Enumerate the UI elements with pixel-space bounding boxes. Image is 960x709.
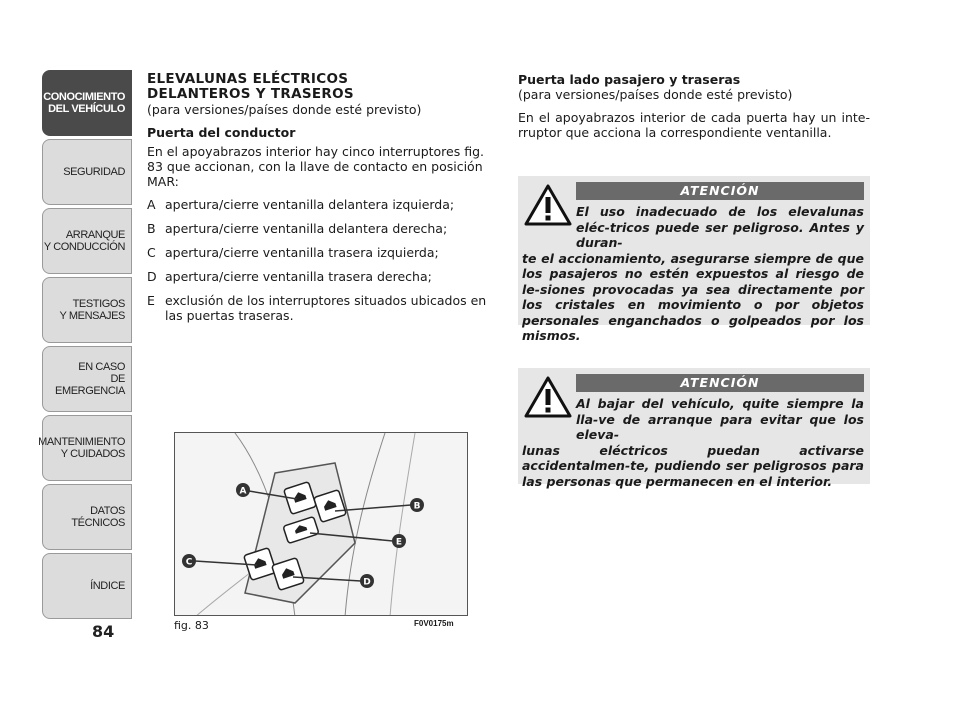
tab-emergencia[interactable]: EN CASO DE EMERGENCIA (42, 346, 132, 412)
warning-triangle-icon (524, 376, 572, 418)
section-subtitle: (para versiones/países donde esté previsto) (147, 102, 422, 117)
warning-text-rest: te el accionamiento, asegurarse siempre de que los pasajeros no estén expuestos al riesgo de le-siones provocadas ya sea directamente por los cristales en movimiento o por objetos personales enganchados o golpeados por los mismos. (522, 250, 864, 343)
tab-testigos[interactable]: TESTIGOS Y MENSAJES (42, 277, 132, 343)
tab-conocimiento[interactable]: CONOCIMIENTO DEL VEHÍCULO (42, 70, 132, 136)
passenger-paragraph: En el apoyabrazos interior de cada puerta hay un inte-rruptor que acciona la correspondiente ventanilla. (518, 110, 870, 140)
warning-header: ATENCIÓN (576, 374, 864, 392)
callout-e (392, 534, 406, 548)
left-column (147, 72, 499, 332)
item-letter: D (147, 269, 157, 284)
callout-label: D (363, 577, 371, 588)
callout-d (360, 574, 374, 588)
figure-code: F0V0175m (414, 619, 454, 628)
passenger-subtitle: (para versiones/países donde esté previsto) (518, 87, 793, 102)
warning-text-indented: Al bajar del vehículo, quite siempre la lla-ve de arranque para evitar que los eleva- (576, 396, 864, 442)
item-text: apertura/cierre ventanilla delantera derecha; (165, 221, 448, 236)
item-letter: A (147, 197, 156, 212)
tab-mantenimiento[interactable]: MANTENIMIENTO Y CUIDADOS (42, 415, 132, 481)
item-text: exclusión de los interruptores situados ubicados en las puertas traseras. (165, 293, 487, 323)
warning-box-1 (518, 176, 870, 343)
item-text: apertura/cierre ventanilla trasera derecha; (165, 269, 432, 284)
item-letter: E (147, 293, 155, 308)
warning-text (522, 204, 864, 344)
warning-text-rest: lunas eléctricos puedan activarse accidentalmen-te, pudiendo ser peligrosos para las personas que permanecen en el interior. (522, 442, 864, 489)
item-letter: C (147, 245, 156, 260)
callout-b (410, 498, 424, 512)
tab-arranque[interactable]: ARRANQUE Y CONDUCCIÓN (42, 208, 132, 274)
list-item (147, 269, 499, 284)
list-item (147, 221, 499, 236)
item-letter: B (147, 221, 156, 236)
figure-window-switches (174, 432, 468, 616)
tab-seguridad[interactable]: SEGURIDAD (42, 139, 132, 205)
callout-label: C (185, 557, 193, 568)
callout-label: B (413, 501, 421, 512)
driver-door-heading: Puerta del conductor (147, 125, 296, 140)
warning-box-2 (518, 368, 870, 489)
warning-text-indented: El uso inadecuado de los elevalunas eléc-tricos puede ser peligroso. Antes y duran- (576, 204, 864, 250)
item-text: apertura/cierre ventanilla delantera izquierda; (165, 197, 455, 212)
tab-indice[interactable]: ÍNDICE (42, 553, 132, 619)
list-item (147, 293, 499, 323)
switch-panel-illustration (175, 433, 468, 616)
right-column (518, 72, 870, 148)
tab-datos-tecnicos[interactable]: DATOS TÉCNICOS (42, 484, 132, 550)
warning-header: ATENCIÓN (576, 182, 864, 200)
callout-label: A (239, 486, 247, 497)
list-item (147, 197, 499, 212)
callout-label: E (395, 537, 403, 548)
page-number: 84 (92, 622, 115, 641)
figure-caption: fig. 83 (174, 619, 209, 632)
warning-text (522, 396, 864, 489)
callout-a (236, 483, 250, 497)
item-text: apertura/cierre ventanilla trasera izquierda; (165, 245, 439, 260)
intro-paragraph: En el apoyabrazos interior hay cinco interruptores fig. 83 que accionan, con la llave de contacto en posición MAR: (147, 144, 485, 189)
passenger-door-heading: Puerta lado pasajero y traseras (518, 72, 741, 87)
section-title: ELEVALUNAS ELÉCTRICOS DELANTEROS Y TRASEROS (147, 71, 354, 102)
callout-c (182, 554, 196, 568)
list-item (147, 245, 499, 260)
warning-triangle-icon (524, 184, 572, 226)
